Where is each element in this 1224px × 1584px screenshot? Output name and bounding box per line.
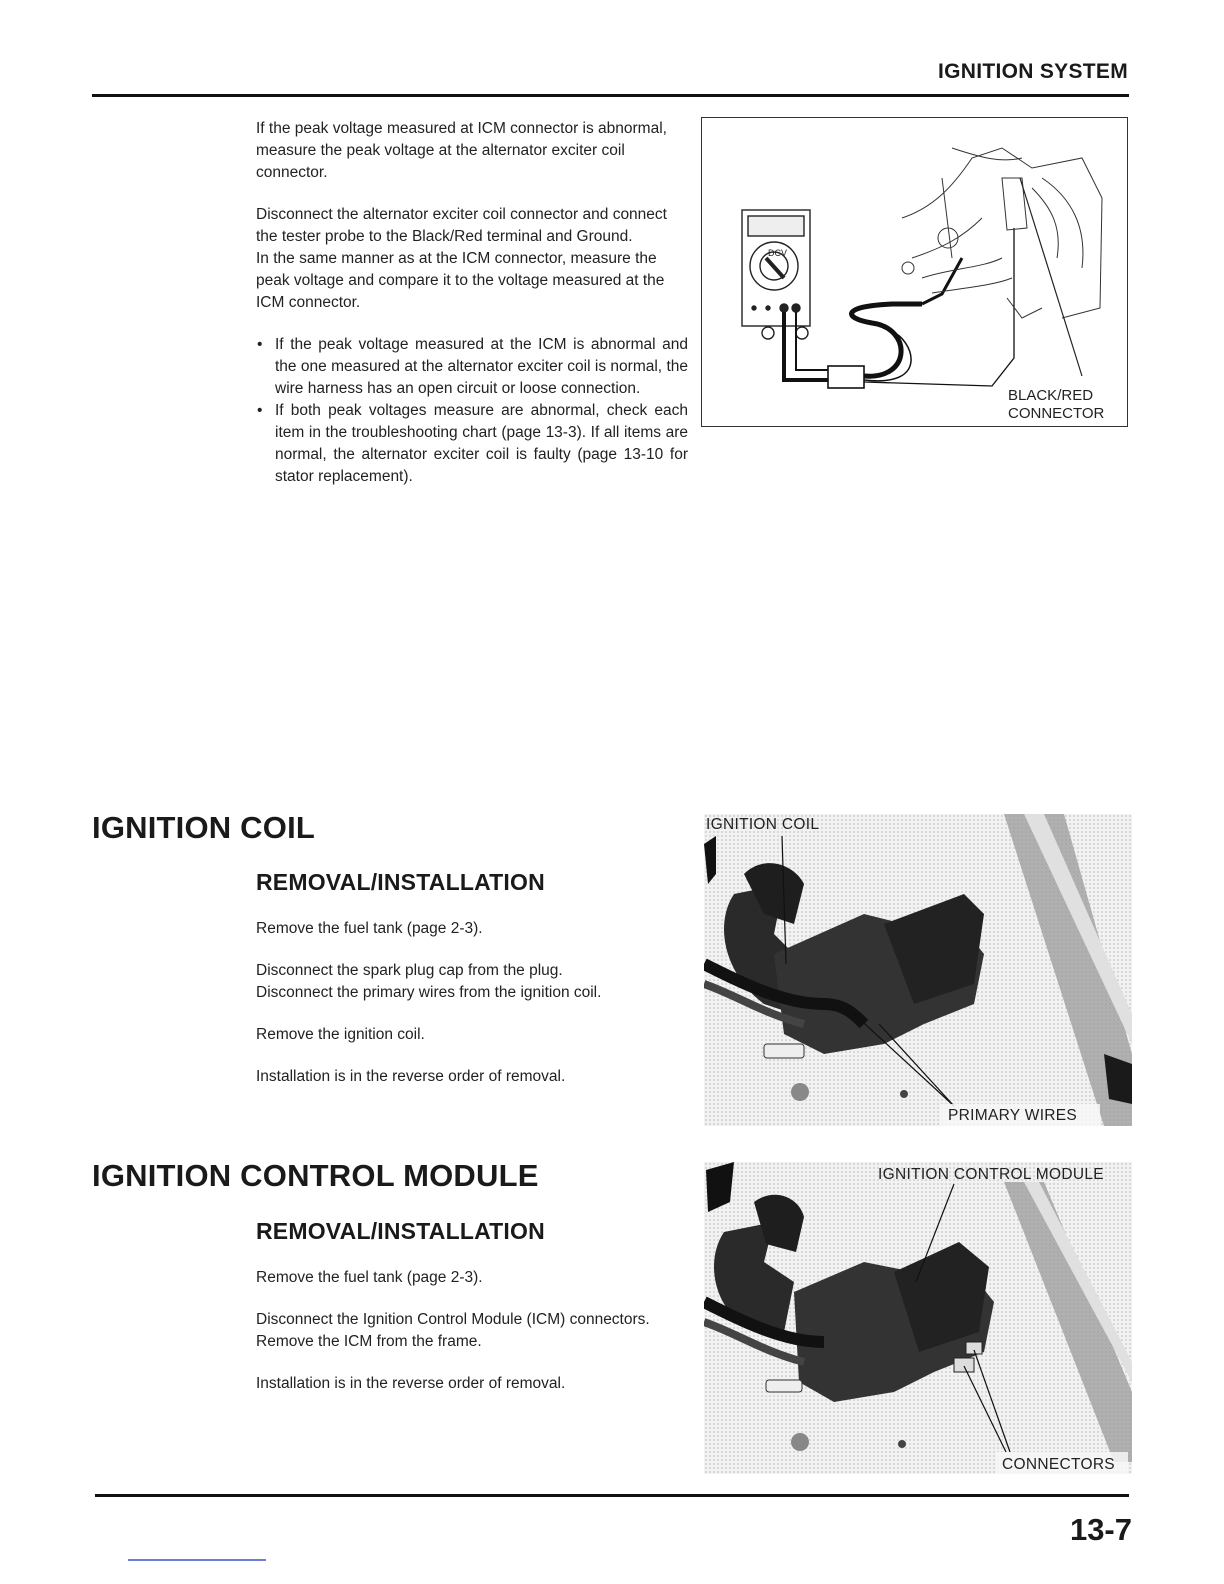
ignition-coil-photo — [704, 814, 1132, 1126]
intro-paragraph-1: If the peak voltage measured at ICM connector is abnormal, measure the peak voltage at the alternator exciter coil connector. — [256, 120, 667, 181]
engine-frame-sketch — [902, 148, 1102, 318]
label-ignition-coil: IGNITION COIL — [706, 816, 820, 833]
figure-tester-connection — [701, 117, 1128, 427]
footer-link-underline — [128, 1559, 266, 1561]
leader-line-black-red — [1020, 178, 1082, 376]
icm-photo — [704, 1162, 1132, 1474]
footer-rule — [95, 1494, 1129, 1497]
ignition-coil-subtitle: REMOVAL/INSTALLATION — [256, 869, 545, 895]
page-number: 13-7 — [1069, 1512, 1132, 1547]
label-connector: CONNECTOR — [1008, 405, 1105, 422]
icm-steps — [256, 1267, 688, 1415]
tester-diagram — [702, 118, 1126, 424]
ignition-coil-step-2b: Disconnect the primary wires from the ignition coil. — [256, 984, 602, 1001]
icm-photo-art — [704, 1162, 1132, 1474]
icm-step-2a: Disconnect the Ignition Control Module (ICM) connectors. — [256, 1311, 650, 1328]
icm-title: IGNITION CONTROL MODULE — [92, 1158, 539, 1193]
icm-step-2b: Remove the ICM from the frame. — [256, 1333, 482, 1350]
label-connectors: CONNECTORS — [1002, 1456, 1115, 1473]
ignition-coil-title: IGNITION COIL — [92, 810, 316, 845]
icm-step-3: Installation is in the reverse order of removal. — [256, 1375, 566, 1392]
intro-bullet-2: • If both peak voltages measure are abnormal, check each item in the troubleshooting chart (page 13-3). If all items are normal, the alternator exciter coil is faulty (page 13-10 for stator replacement). — [256, 400, 688, 488]
intro-paragraph-2a: Disconnect the alternator exciter coil connector and connect the tester probe to the Black/Red terminal and Ground. — [256, 206, 667, 245]
intro-bullet-list — [256, 334, 688, 488]
intro-text — [256, 118, 688, 488]
ignition-coil-step-2a: Disconnect the spark plug cap from the plug. — [256, 962, 563, 979]
ignition-coil-step-4: Installation is in the reverse order of removal. — [256, 1068, 566, 1085]
intro-bullet-1: • If the peak voltage measured at the ICM is abnormal and the one measured at the alternator exciter coil is normal, the wire harness has an open circuit or loose connection. — [256, 334, 688, 400]
multimeter-icon — [742, 210, 810, 339]
ignition-coil-steps — [256, 918, 696, 1108]
probe-leads — [784, 228, 1014, 388]
icm-step-1: Remove the fuel tank (page 2-3). — [256, 1269, 483, 1286]
ignition-coil-step-3: Remove the ignition coil. — [256, 1026, 425, 1043]
label-black-red: BLACK/RED — [1008, 387, 1094, 404]
icm-subtitle: REMOVAL/INSTALLATION — [256, 1218, 545, 1244]
page-header-title: IGNITION SYSTEM — [937, 60, 1128, 83]
label-primary-wires: PRIMARY WIRES — [948, 1107, 1078, 1124]
label-ignition-control-module: IGNITION CONTROL MODULE — [878, 1166, 1104, 1183]
meter-dcv-label: DCV — [768, 248, 788, 258]
header-rule — [92, 94, 1129, 97]
intro-paragraph-2b: In the same manner as at the ICM connector, measure the peak voltage and compare it to the voltage measured at the ICM connector. — [256, 250, 665, 311]
ignition-coil-photo-art — [704, 814, 1132, 1126]
ignition-coil-step-1: Remove the fuel tank (page 2-3). — [256, 920, 483, 937]
